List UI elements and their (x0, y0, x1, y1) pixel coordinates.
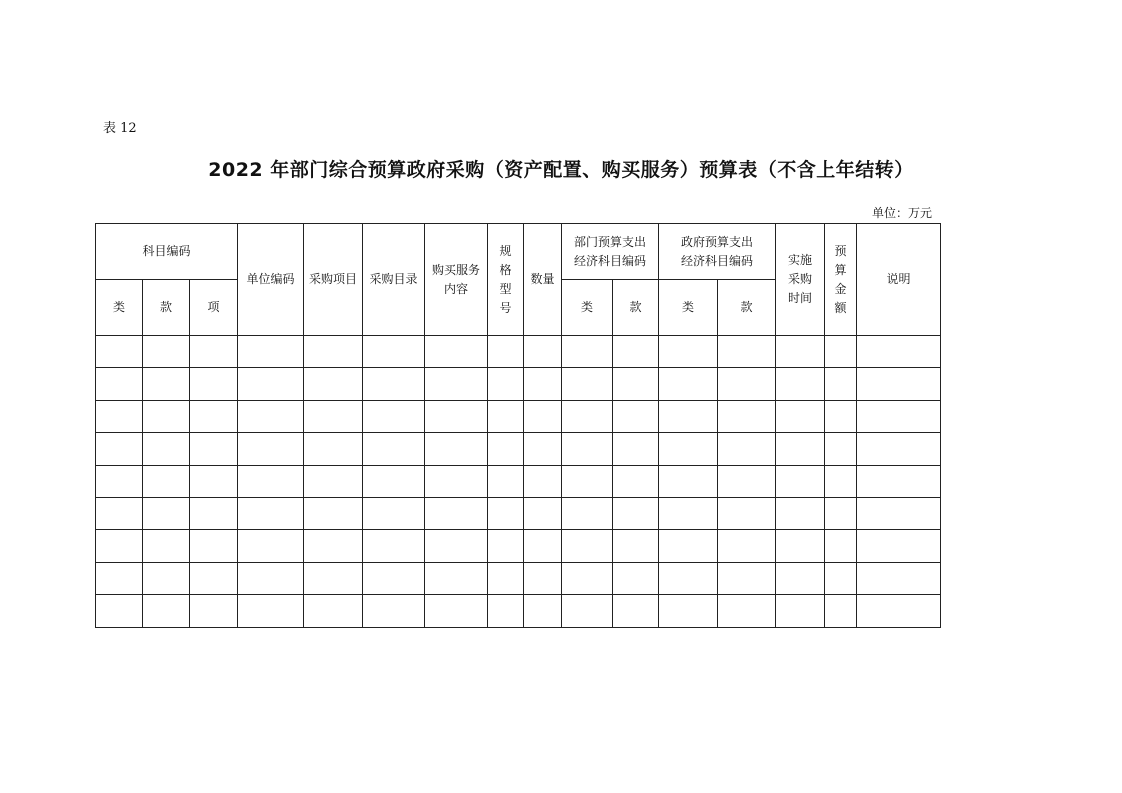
table-row (96, 433, 941, 465)
table-cell (776, 400, 825, 432)
table-cell (857, 336, 941, 368)
table-cell (659, 562, 718, 594)
table-cell (524, 400, 562, 432)
table-cell (238, 530, 304, 562)
table-cell (857, 368, 941, 400)
header-gov-econ-code-text: 政府预算支出经济科目编码 (681, 234, 754, 268)
header-spec-model (488, 224, 524, 336)
table-cell (304, 530, 363, 562)
header-budget-amount-text: 预算金额 (834, 243, 847, 315)
table-cell (304, 433, 363, 465)
table-cell (825, 595, 857, 627)
table-cell (659, 336, 718, 368)
table-cell (776, 530, 825, 562)
header-service-content-text: 购买服务内容 (432, 262, 481, 296)
table-cell (718, 368, 776, 400)
table-row (96, 368, 941, 400)
table-cell (304, 368, 363, 400)
table-cell (524, 497, 562, 529)
table-cell (825, 433, 857, 465)
table-cell (524, 465, 562, 497)
table-cell (190, 497, 238, 529)
header-spec-model-text: 规格型号 (499, 243, 512, 315)
table-cell (524, 595, 562, 627)
table-cell (143, 530, 190, 562)
table-cell (524, 368, 562, 400)
subheader-gov-lei: 类 (659, 280, 718, 336)
table-cell (96, 400, 143, 432)
table-cell (857, 595, 941, 627)
table-cell (776, 562, 825, 594)
table-cell (363, 465, 425, 497)
table-cell (488, 465, 524, 497)
subheader-kuan: 款 (143, 280, 190, 336)
table-cell (718, 595, 776, 627)
table-cell (190, 400, 238, 432)
table-cell (363, 368, 425, 400)
subheader-dept-kuan: 款 (613, 280, 659, 336)
table-cell (613, 433, 659, 465)
table-cell (96, 497, 143, 529)
table-cell (718, 336, 776, 368)
header-row-1 (96, 224, 941, 280)
table-cell (659, 368, 718, 400)
table-cell (718, 433, 776, 465)
table-cell (562, 336, 613, 368)
table-cell (718, 465, 776, 497)
table-cell (562, 400, 613, 432)
table-cell (190, 368, 238, 400)
table-cell (825, 400, 857, 432)
table-cell (524, 530, 562, 562)
table-cell (613, 465, 659, 497)
table-cell (613, 497, 659, 529)
header-impl-time (776, 224, 825, 336)
table-cell (304, 400, 363, 432)
table-cell (143, 562, 190, 594)
table-cell (562, 562, 613, 594)
table-cell (96, 465, 143, 497)
table-cell (238, 562, 304, 594)
table-cell (96, 595, 143, 627)
table-cell (363, 433, 425, 465)
table-cell (488, 368, 524, 400)
table-cell (238, 465, 304, 497)
table-cell (304, 497, 363, 529)
table-row (96, 465, 941, 497)
table-cell (425, 368, 488, 400)
table-cell (425, 336, 488, 368)
table-row (96, 530, 941, 562)
table-cell (190, 595, 238, 627)
table-cell (190, 336, 238, 368)
table-cell (613, 368, 659, 400)
table-cell (659, 465, 718, 497)
table-cell (425, 530, 488, 562)
header-service-content (425, 224, 488, 336)
table-row (96, 497, 941, 529)
header-impl-time-text: 实施采购时间 (788, 253, 813, 305)
table-row (96, 400, 941, 432)
table-cell (304, 465, 363, 497)
header-description: 说明 (857, 224, 941, 336)
table-cell (363, 400, 425, 432)
table-cell (190, 465, 238, 497)
table-cell (613, 336, 659, 368)
header-gov-econ-code (659, 224, 776, 280)
table-cell (562, 595, 613, 627)
table-cell (857, 433, 941, 465)
table-cell (190, 433, 238, 465)
table-cell (190, 530, 238, 562)
table-cell (488, 433, 524, 465)
header-budget-amount (825, 224, 857, 336)
table-cell (776, 465, 825, 497)
table-cell (363, 530, 425, 562)
table-cell (425, 400, 488, 432)
table-cell (96, 336, 143, 368)
table-cell (776, 433, 825, 465)
procurement-budget-table (95, 223, 941, 628)
table-cell (857, 530, 941, 562)
table-cell (488, 336, 524, 368)
table-cell (425, 562, 488, 594)
table-cell (143, 336, 190, 368)
table-cell (238, 595, 304, 627)
table-cell (562, 368, 613, 400)
table-cell (425, 497, 488, 529)
table-cell (825, 368, 857, 400)
table-cell (425, 465, 488, 497)
header-procurement-catalog: 采购目录 (363, 224, 425, 336)
table-cell (143, 368, 190, 400)
table-cell (143, 497, 190, 529)
table-cell (238, 368, 304, 400)
table-cell (238, 433, 304, 465)
subheader-xiang: 项 (190, 280, 238, 336)
table-cell (488, 595, 524, 627)
table-cell (562, 530, 613, 562)
table-cell (96, 368, 143, 400)
table-cell (825, 497, 857, 529)
header-quantity: 数量 (524, 224, 562, 336)
table-cell (659, 530, 718, 562)
table-cell (363, 562, 425, 594)
table-cell (96, 530, 143, 562)
table-cell (143, 400, 190, 432)
table-cell (524, 336, 562, 368)
table-cell (776, 595, 825, 627)
subheader-gov-kuan: 款 (718, 280, 776, 336)
table-row (96, 562, 941, 594)
table-cell (304, 336, 363, 368)
table-cell (613, 595, 659, 627)
table-cell (304, 562, 363, 594)
table-cell (96, 562, 143, 594)
table-cell (363, 497, 425, 529)
table-cell (96, 433, 143, 465)
table-cell (143, 465, 190, 497)
table-cell (776, 368, 825, 400)
table-cell (304, 595, 363, 627)
table-cell (238, 336, 304, 368)
table-row (96, 595, 941, 627)
table-cell (825, 562, 857, 594)
table-cell (776, 497, 825, 529)
table-cell (143, 595, 190, 627)
unit-label: 单位：万元 (871, 206, 932, 220)
table-cell (363, 595, 425, 627)
table-cell (857, 400, 941, 432)
header-dept-econ-code-text: 部门预算支出经济科目编码 (574, 234, 647, 268)
table-number: 表 12 (103, 121, 137, 136)
table-cell (488, 562, 524, 594)
table-row (96, 336, 941, 368)
table-cell (524, 433, 562, 465)
table-cell (488, 530, 524, 562)
table-cell (488, 400, 524, 432)
table-cell (857, 562, 941, 594)
table-cell (659, 433, 718, 465)
header-dept-econ-code (562, 224, 659, 280)
header-procurement-item (304, 224, 363, 336)
table-cell (613, 530, 659, 562)
table-cell (718, 400, 776, 432)
table-cell (425, 595, 488, 627)
table-cell (562, 497, 613, 529)
subheader-dept-lei: 类 (562, 280, 613, 336)
header-procurement-item-text: 采购项目 (309, 272, 358, 286)
table-cell (238, 497, 304, 529)
table-cell (613, 562, 659, 594)
table-cell (659, 595, 718, 627)
header-subject-code: 科目编码 (96, 224, 238, 280)
table-cell (143, 433, 190, 465)
table-cell (825, 336, 857, 368)
table-cell (363, 336, 425, 368)
document-title: 2022 年部门综合预算政府采购（资产配置、购买服务）预算表（不含上年结转） (208, 159, 914, 181)
table-cell (524, 562, 562, 594)
table-cell (562, 433, 613, 465)
table-cell (718, 497, 776, 529)
table-cell (659, 400, 718, 432)
table-cell (857, 497, 941, 529)
table-cell (613, 400, 659, 432)
table-cell (825, 465, 857, 497)
table-cell (718, 562, 776, 594)
table-cell (190, 562, 238, 594)
table-cell (238, 400, 304, 432)
table-cell (718, 530, 776, 562)
table-cell (776, 336, 825, 368)
table-cell (857, 465, 941, 497)
table-cell (562, 465, 613, 497)
table-cell (425, 433, 488, 465)
table-cell (488, 497, 524, 529)
table-cell (825, 530, 857, 562)
header-unit-code: 单位编码 (238, 224, 304, 336)
table-cell (659, 497, 718, 529)
subheader-lei: 类 (96, 280, 143, 336)
